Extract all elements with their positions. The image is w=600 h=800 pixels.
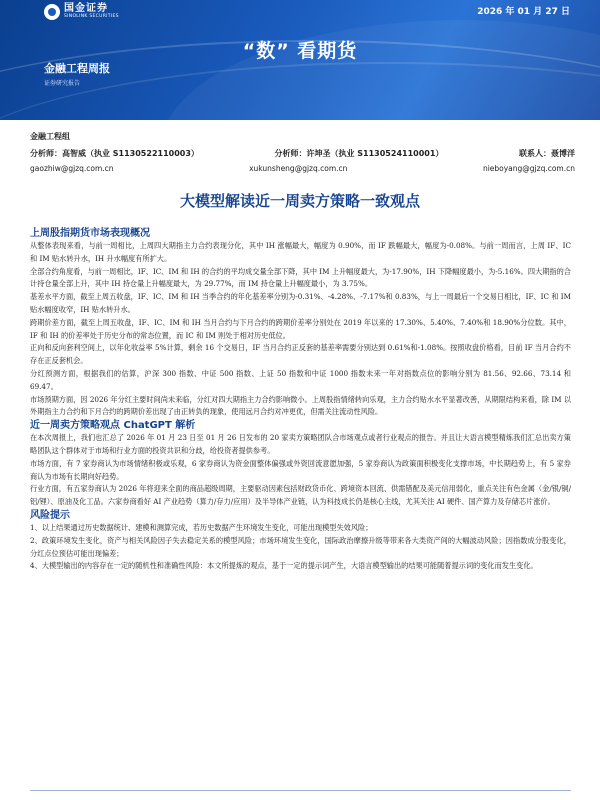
document-title: 大模型解读近一周卖方策略一致观点 (179, 192, 420, 210)
section-heading-chatgpt: 近一周卖方策略观点 ChatGPT 解析 (30, 420, 196, 432)
email-2[interactable]: xukunsheng@gjzq.com.cn (249, 164, 348, 173)
footer-divider (30, 790, 571, 791)
brand-name-cn: 国金证券 (64, 3, 108, 15)
paragraph: 市场预期方面，因 2026 年分红主要时间尚未来临，分红对四大期指主力合约影响微小。上周股指情绪转向乐观，主力合约贴水水平显著改善，从期限结构来看，除 IM 以外期指主力合约和下月合约的跨期价差出现了由正转负的现象，使用远月合约对冲更优，但需关注流动性风险。 (30, 394, 571, 417)
banner-title: “数” 看期货 (242, 40, 358, 62)
paragraph: 跨期价差方面，截至上周五收盘，IF、IC、IM 和 IH 当月合约与下月合约的跨期价差率分别处在 2019 年以来的 17.30%、5.40%、7.40%和 18.90%分位数。其中，IF 和 IH 的价差率处于历史分布的常态位置，而 IC 和 IM 则处于相对历史低位。 (30, 317, 571, 340)
section-heading-risk: 风险提示 (30, 509, 70, 521)
report-date: 2026 年 01 月 27 日 (477, 7, 570, 17)
email-1[interactable]: gaozhiw@gjzq.com.cn (30, 164, 114, 173)
paragraph: 从整体表现来看，与前一周相比，上周四大期指主力合约表现分化，其中 IH 涨幅最大，幅度为 0.90%，而 IF 跌幅最大，幅度为-0.08%。与前一周而言，上周 IF、IC 和 IM 贴水转升水，IH 升水幅度有所扩大。 (30, 241, 571, 263)
report-series: 金融工程周报 (44, 62, 110, 75)
logo-circle-icon (44, 4, 60, 20)
paragraph: 市场方面，有 7 家券商认为市场情绪积极或乐观，6 家券商认为资金面整体偏强或外资回流意愿加强，5 家券商认为政策面积极变化支撑市场，中长期趋势上，有 5 家券商认为市场有长期向好趋势。 (30, 458, 571, 481)
email-3[interactable]: nieboyang@gjzq.com.cn (482, 164, 575, 173)
report-type: 证券研究报告 (44, 80, 81, 87)
paragraph: 全部合约角度看，与前一周相比，IF、IC、IM 和 IH 的合约的平均成交量全部下降，其中 IM 上升幅度最大，为-17.90%，IH 下降幅度最小，为-5.16%。四大期指的合计持仓量全部上升，其中 IH 持仓量上升幅度最大，为 29.77%，而 IM 持仓量上升幅度最小，为 3.75%。 (30, 266, 571, 289)
brand-logo (44, 4, 119, 20)
paragraph: 分红预测方面，根据我们的估算，沪深 300 指数、中证 500 指数、上证 50 指数和中证 1000 指数未来一年对指数点位的影响分别为 81.56、92.66、73.14 和 69.47。 (30, 368, 571, 391)
report-body (30, 227, 571, 573)
brand-name-en: SINOLINK SECURITIES (64, 14, 119, 20)
risk-item: 2、政策环境发生变化，资产与相关风险因子失去稳定关系的模型风险；市场环境发生变化，国际政治摩擦升级等带来各大类资产间的大幅波动风险；因指数成分股变化，分红点位预估可能出现偏差； (30, 535, 571, 558)
risk-item: 4、大模型输出的内容存在一定的随机性和准确性风险：本文所提炼的观点，基于一定的提示词产生，大语言模型输出的结果可能随着提示词的变化而发生变化。 (30, 561, 538, 571)
analyst-2: 分析师：许坤圣（执业 S1130524110001） (274, 149, 444, 158)
paragraph: 正向和反向套利空间上，以年化收益率 5%计算，剩余 16 个交易日，IF 当月合约正反套的基差率需要分别达到 0.61%和-1.08%。按照收盘价格看，目前 IF 当月合约不存在正反套机会。 (30, 343, 571, 366)
report-header-banner (0, 0, 600, 120)
paragraph: 行业方面，有五家券商认为 2026 年将迎来全面的商品超级周期，主要驱动因素包括财政货币化、跨境资本回流、供需错配及美元信用弱化，重点关注有色金属（金/银/铜/铝/锂）、原油及化工品。六家券商看好 AI 产业趋势（算力/存力/应用）及半导体产业链，认为科技成长仍是核心主线，尤其关注 AI 硬件、国产算力及存储芯片涨价。 (30, 484, 571, 507)
team-name: 金融工程组 (30, 132, 70, 141)
paragraph: 在本次周报上，我们也汇总了 2026 年 01 月 23 日至 01 月 26 日发布的 20 家卖方策略团队合市场观点或者行业观点的报告。并且让大语言模型精炼我们汇总出卖方策略团队这个群体对于市场和行业方面的投资共识和分歧，给投资者提供参考。 (30, 433, 571, 455)
section-heading-market: 上周股指期货市场表现概况 (30, 228, 150, 239)
paragraph: 基差水平方面，截至上周五收盘，IF、IC、IM 和 IH 当季合约的年化基差率分别为-0.31%、-4.28%、-7.17%和 0.83%，与上一周最后一个交易日相比，IF、IC 和 IM 贴水幅度收窄，IH 贴水转升水。 (30, 292, 571, 314)
analyst-1: 分析师：高智威（执业 S1130522110003） (30, 149, 199, 158)
risk-item: 1、以上结果通过历史数据统计、建模和测算完成，若历史数据产生环境发生变化，可能出现模型失效风险； (30, 522, 373, 532)
contact-person: 联系人：聂博洋 (519, 149, 575, 158)
author-block (30, 131, 575, 173)
